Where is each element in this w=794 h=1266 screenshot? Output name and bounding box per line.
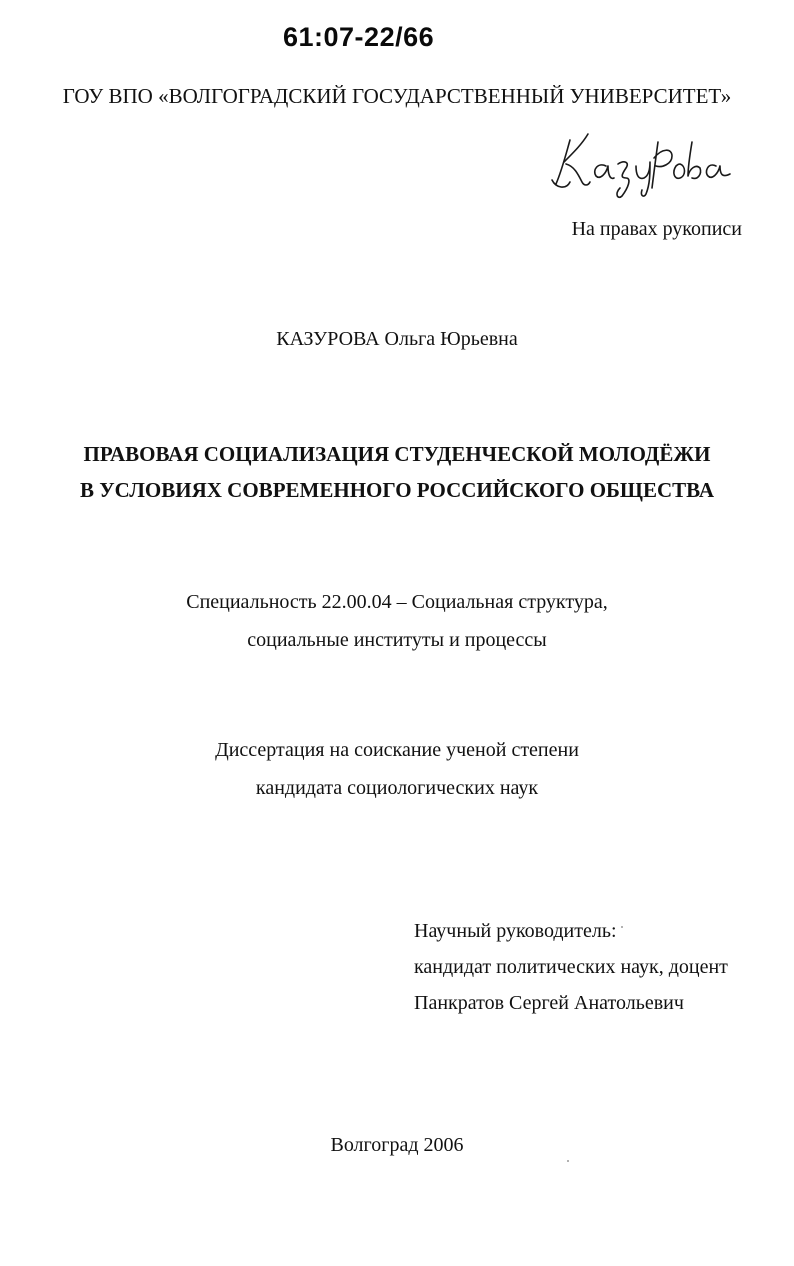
scan-speck — [567, 1160, 569, 1162]
degree-line: Диссертация на соискание ученой степени — [215, 739, 579, 761]
signature-icon — [540, 122, 750, 202]
catalog-number: 61:07-22/66 — [283, 22, 435, 52]
advisor-credentials: кандидат политических наук, доцент — [414, 956, 728, 978]
organization-name: ГОУ ВПО «ВОЛГОГРАДСКИЙ ГОСУДАРСТВЕННЫЙ УНИВЕРСИТЕТ» — [62, 84, 732, 108]
degree-line: кандидата социологических наук — [255, 777, 539, 799]
specialty-line: Специальность 22.00.04 – Социальная структура, — [186, 591, 608, 613]
handwritten-signature — [540, 122, 750, 202]
title-line: ПРАВОВАЯ СОЦИАЛИЗАЦИЯ СТУДЕНЧЕСКОЙ МОЛОДЁЖИ — [83, 442, 711, 466]
advisor-name: Панкратов Сергей Анатольевич — [414, 992, 684, 1014]
dissertation-title — [0, 436, 794, 508]
title-line: В УСЛОВИЯХ СОВРЕМЕННОГО РОССИЙСКОГО ОБЩЕСТВА — [79, 478, 715, 502]
advisor-label: Научный руководитель: — [414, 920, 617, 942]
city-year: Волгоград 2006 — [330, 1134, 464, 1156]
scientific-advisor — [414, 913, 728, 1021]
manuscript-rights-note: На правах рукописи — [571, 218, 742, 240]
author-name: КАЗУРОВА Ольга Юрьевна — [276, 328, 518, 350]
scan-speck — [621, 926, 623, 928]
degree-statement — [0, 731, 794, 807]
specialty-line: социальные институты и процессы — [247, 629, 547, 651]
specialty — [0, 583, 794, 659]
